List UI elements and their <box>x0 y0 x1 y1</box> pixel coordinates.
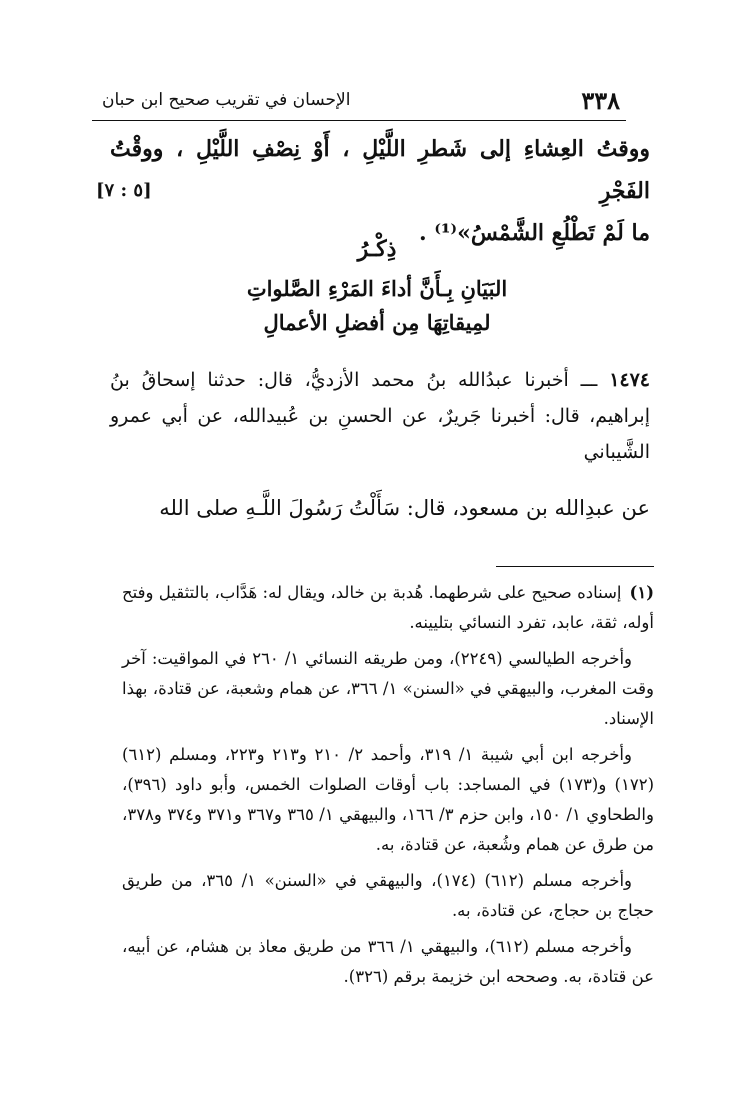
footnote-text-4: وأخرجه مسلم (٦١٢) (١٧٤)، والبيهقي في «السنن» ١/ ٣٦٥، من طريق حجاج بن حجاج، عن قتادة، به. <box>122 871 654 920</box>
section-title-line-2: لمِيقاتِهَا مِن أفضلِ الأعمالِ <box>263 310 491 335</box>
footnote-text-5: وأخرجه مسلم (٦١٢)، والبيهقي ١/ ٣٦٦ من طريق معاذ بن هشام، عن أبيه، عن قتادة، به. وصححه ابن خزيمة برقم (٣٢٦). <box>122 937 654 986</box>
volume-reference: [٥ : ٧] <box>96 180 152 201</box>
footnote-marker: (١) <box>629 583 654 602</box>
hadith-number: ١٤٧٤ <box>609 369 651 391</box>
hadith-paragraph <box>110 362 650 470</box>
footnote-text-1: إسناده صحيح على شرطهما. هُدبة بن خالد، ويقال له: هَدَّاب، بالتثقيل وفتح أوله، ثقة، عابد، تفرد النسائي بتليينه. <box>122 583 654 632</box>
continuation-line-1: ووقتُ العِشاءِ إلى شَطرِ اللَّيْلِ ، أَوْ نِصْفِ اللَّيْلِ ، ووقْتُ الفَجْرِ <box>110 136 650 204</box>
section-title-line-1: البَيَانِ بِـأَنَّ أداءَ المَرْءِ الصَّلواتِ <box>246 276 508 301</box>
section-dhikr: ذِكْـرُ <box>357 236 397 262</box>
footnote-text-3: وأخرجه ابن أبي شيبة ١/ ٣١٩، وأحمد ٢/ ٢١٠ و٢١٣ و٢٢٣، ومسلم (٦١٢) (١٧٢) و(١٧٣) في المساجد: باب أوقات الصلوات الخمس، وأبو داود (٣٩٦)، والطحاوي ١/ ١٥٠، وابن حزم ٣/ ١٦٦، والبيهقي ١/ ٣٦٥ و٣٦٧ و٣٧١ و٣٧٤ و٣٧٨، من طرق عن همام وشُعبة، عن قتادة، به. <box>122 745 655 854</box>
hadith-quote: عن عبدِالله بن مسعود، قال: سَأَلْتُ رَسُولَ اللَّـهِ صلى الله <box>159 496 650 520</box>
page-header <box>92 86 626 121</box>
continuation-line-2: ما لَمْ تَطْلُعِ الشَّمْسُ»⁽¹⁾ . <box>419 220 650 246</box>
page-number: ٣٣٨ <box>581 86 620 115</box>
hadith-isnad: أخبرنا عبدُالله بنُ محمد الأزديُّ، قال: حدثنا إسحاقُ بنُ إبراهيم، قال: أخبرنا جَريرٌ، عن الحسنِ بن عُبيدالله، عن أبي عمرو الشَّيباني <box>110 369 650 463</box>
footnote-divider <box>496 566 654 567</box>
hadith-dash: ـــ <box>580 369 598 391</box>
footnote-text-2: وأخرجه الطيالسي (٢٢٤٩)، ومن طريقه النسائي ١/ ٢٦٠ في المواقيت: آخر وقت المغرب، والبيهقي في «السنن» ١/ ٣٦٦، عن همام وشعبة، عن قتادة، بهذا الإسناد. <box>122 649 654 728</box>
footnotes <box>122 578 654 998</box>
footnote-paragraph <box>122 578 654 638</box>
running-title: الإحسان في تقريب صحيح ابن حبان <box>102 90 351 110</box>
